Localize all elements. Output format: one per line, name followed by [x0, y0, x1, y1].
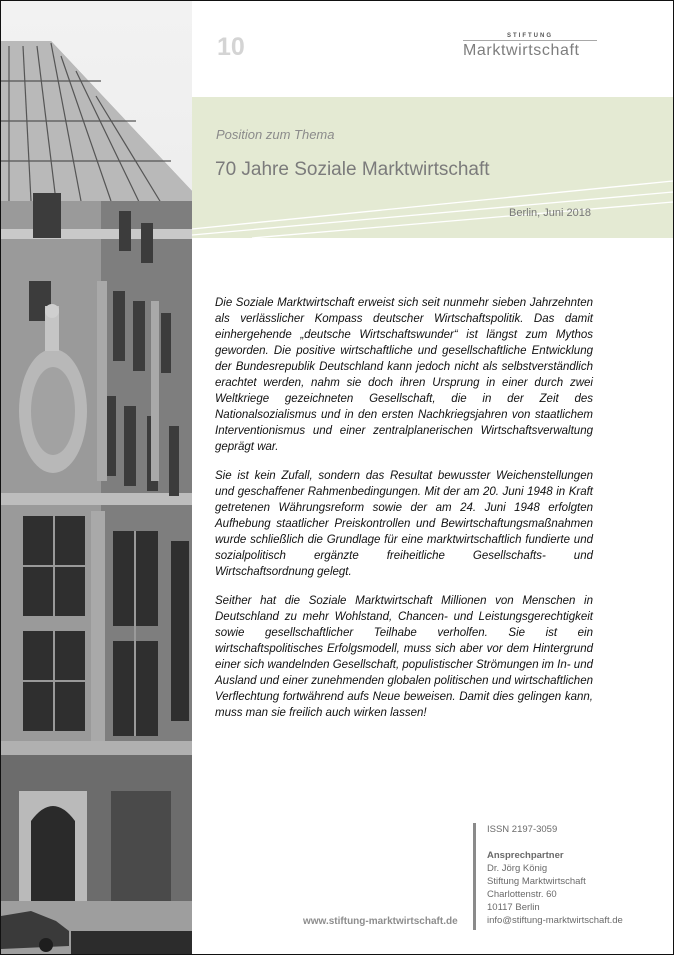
paragraph-1: Die Soziale Marktwirtschaft erweist sich seit nunmehr sieben Jahrzehnten als verlässlicher Kompass deutscher Wirtschaftspolitik. Das damit einhergehende „deutsche Wirtschaftswunder“ ist längst zum Mythos geworden. Die positive wirtschaftliche und gesellschaftliche Entwicklung der Bundesrepublik Deutschland kann jedoch nicht als selbstverständlich erachtet werden, nahm sie doch ihren Ursprung in einer durch zwei Weltkriege gezeichneten Gesellschaft, die in der Zeit des Nationalsozialismus und in den ersten Nachkriegsjahren von staatlichem Interventionismus und einer zentralplanerischen Wirtschaftsverwaltung geprägt war. — [215, 297, 593, 453]
contact-city: 10117 Berlin — [487, 902, 540, 913]
contact-block — [487, 823, 623, 927]
contact-divider — [473, 823, 476, 930]
building-photo — [1, 1, 192, 955]
section-kicker: Position zum Thema — [216, 127, 335, 142]
issn: ISSN 2197-3059 — [487, 824, 558, 835]
issue-number: 10 — [217, 33, 245, 61]
paragraph-2: Sie ist kein Zufall, sondern das Resultat bewusster Weichenstellungen und geschaffener Rahmenbedingungen. Mit der am 20. Juni 1948 in Kraft getretenen Währungsreform sowie der am 24. Juni 1948 erfolgten Aufhebung staatlicher Preiskontrollen und Bewirtschaftungsmaßnahmen wurde schließlich die Grundlage für eine marktwirtschaftlich fundierte und sozialpolitisch ergänzte freiheitliche Gesellschafts- und Wirtschaftsordnung gelegt. — [215, 470, 593, 578]
contact-street: Charlottenstr. 60 — [487, 889, 557, 900]
footer-website-link[interactable]: www.stiftung-marktwirtschaft.de — [303, 916, 458, 927]
stiftung-logo — [463, 33, 597, 60]
logo-divider — [463, 40, 597, 41]
building-photo-illustration — [1, 1, 192, 955]
contact-label: Ansprechpartner — [487, 850, 564, 861]
page-title: 70 Jahre Soziale Marktwirtschaft — [215, 159, 490, 180]
contact-email-link[interactable]: info@stiftung-marktwirtschaft.de — [487, 915, 623, 926]
title-band — [192, 97, 673, 238]
contact-org: Stiftung Marktwirtschaft — [487, 876, 586, 887]
contact-name: Dr. Jörg König — [487, 863, 548, 874]
logo-main-text: Marktwirtschaft — [463, 42, 580, 59]
paragraph-3: Seither hat die Soziale Marktwirtschaft Millionen von Menschen in Deutschland zu mehr Wohlstand, Chancen- und Leistungsgerechtigkeit sowie gesellschaftlicher Teilhabe verholfen. Sie ist ein wirtschaftspolitisches Erfolgsmodell, muss sich aber vor dem Hintergrund einer sich wandelnden Gesellschaft, populistischer Strömungen im In- und Ausland und einer zunehmenden globalen politischen und wirtschaftlichen Verflechtung fortwährend aufs Neue beweisen. Damit dies gelingen kann, muss man sie freilich auch wirken lassen! — [215, 595, 593, 719]
logo-small-text: STIFTUNG — [507, 33, 553, 39]
body-text — [215, 295, 593, 734]
publication-date: Berlin, Juni 2018 — [509, 207, 591, 219]
